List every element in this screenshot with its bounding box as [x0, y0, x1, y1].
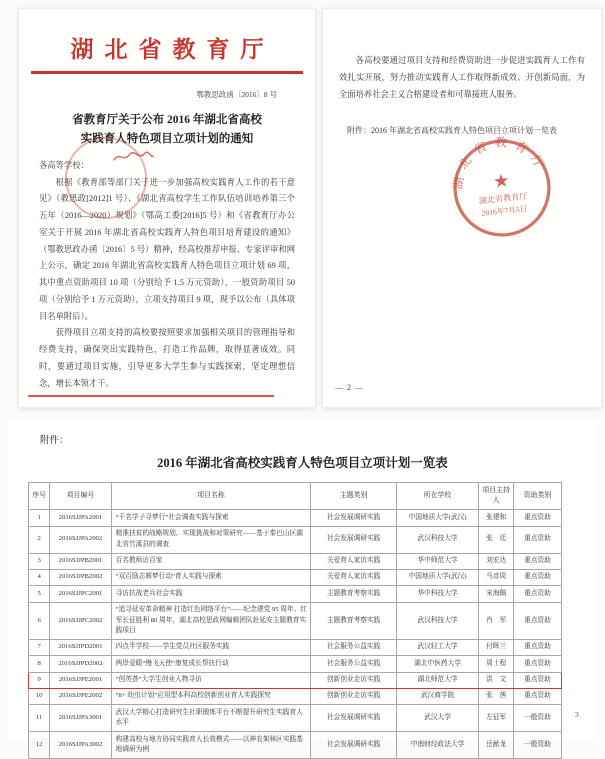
col-leader: 项目主持人 [479, 483, 514, 510]
document-page-2 [322, 8, 602, 408]
cell-category: 创新创业走访实践 [311, 688, 396, 704]
cell-no: 4 [29, 569, 50, 585]
seal-date: 2016年7月5日 [481, 204, 528, 218]
cell-leader: 张建和 [479, 510, 514, 526]
header-row [29, 483, 562, 510]
official-seal [446, 132, 558, 244]
cell-name: 构建高校与地方协同实践育人长效模式——以神农架林区实践基地调研为例 [111, 732, 311, 759]
cell-fund: 重点资助 [514, 553, 562, 569]
cell-leader: 宋海佩 [479, 586, 514, 602]
cell-name: “8+ 幼虫计划”应用型本科高校创新创业育人实践探究 [111, 688, 311, 704]
cell-no: 9 [29, 672, 50, 688]
table-row [29, 688, 562, 704]
seal-arc-text: 湖北省教育厅 [451, 135, 550, 191]
cell-code: 2016SJJPD2002 [50, 656, 111, 672]
cell-name: 精准扶贫的战略规划、实现挑战和对策研究——基于秦巴山区湖北省竹溪县的调查 [111, 526, 311, 553]
col-category: 主题类别 [311, 483, 396, 510]
cell-fund: 一般资助 [514, 732, 562, 759]
project-table [28, 482, 562, 759]
table-row [29, 586, 562, 602]
cell-name: 两岸爱暖“慢飞天使”康复成长帮扶行动 [111, 656, 311, 672]
attachment-page-number: 3 [575, 710, 579, 719]
cell-code: 2016SJJPD2001 [50, 639, 111, 655]
cell-fund: 重点资助 [514, 672, 562, 688]
page2-number: — 2 — [335, 383, 364, 392]
cell-school: 湖北中医药大学 [396, 656, 479, 672]
attachment-sheet [8, 420, 597, 753]
cell-category: 主题教育考察实践 [311, 586, 396, 602]
cell-code: 2016SJJPB2001 [50, 553, 111, 569]
cell-fund: 重点资助 [514, 602, 562, 639]
cell-leader: 肖 军 [479, 602, 514, 639]
table-row [29, 510, 562, 526]
cell-code: 2016SJJPE2001 [50, 672, 111, 688]
page1-body [39, 158, 295, 393]
cell-fund: 一般资助 [514, 705, 562, 732]
cell-name: 百名教师访百家 [111, 553, 311, 569]
document-page-1 [18, 8, 316, 408]
page2-paragraph: 各高校要通过项目支持和经费资助进一步促进实践育人工作有效扎实开展，努力推动实践育人工作取得新成效、开创新局面，为全面培养社会主义合格建设者和可靠接班人服务。 [339, 56, 585, 99]
cell-no: 3 [29, 553, 50, 569]
cell-leader: 周士程 [479, 656, 514, 672]
cell-school: 武汉商学院 [396, 688, 479, 704]
cell-name: “千名学子寻梦行”社会调查实践与探索 [111, 510, 311, 526]
cell-name: “创英荟”大学生创业人物寻访 [111, 672, 311, 688]
cell-leader: 张 廷 [479, 526, 514, 553]
cell-school: 中南财经政法大学 [396, 732, 479, 759]
cell-no: 5 [29, 586, 50, 602]
cell-leader: 张 茜 [479, 688, 514, 704]
table-row [29, 672, 562, 688]
doc-title [19, 111, 315, 149]
cell-school: 中国地质大学(武汉) [396, 510, 479, 526]
cell-no: 2 [29, 526, 50, 553]
cell-category: 社会发展调研实践 [311, 732, 396, 759]
cell-school: 华中师范大学 [396, 553, 479, 569]
cell-fund: 重点资助 [514, 586, 562, 602]
cell-fund: 重点资助 [514, 688, 562, 704]
table-row [29, 526, 562, 553]
cell-school: 武汉大学 [396, 705, 479, 732]
seal-star-icon: ★ [492, 170, 511, 192]
cell-name: 寻访抗战老兵社会实践 [111, 586, 311, 602]
cell-leader: 岳献龙 [479, 732, 514, 759]
table-row [29, 602, 562, 639]
table-row [29, 569, 562, 585]
cell-school: 武汉科技大学 [396, 602, 479, 639]
page1-paragraph-1: 根据《教育部等部门关于进一步加强高校实践育人工作的若干意见》（教思政[2012]1 号）、《湖北省高校学生工作队伍培训培养第三个五年（2016—2020）规划》（鄂高工委[2016]5 号）和《省教育厅办公室关于开展 2016 年湖北省高校实践育人特色项目培育建设的通知》（鄂教思政办函〔2016〕5 号）精神，经高校推荐申报、专家评审和网上公示，确定 2016 年湖北省高校实践育人特色项目立项计划 69 项，其中重点资助项目 10 项（分别给予 1.5 万元资助），一般资助项目 50 项（分别给予 1 万元资助），立项支持项目 9 项，现予以公布（具体项目名单附后）。 [39, 177, 295, 321]
table-row [29, 732, 562, 759]
cell-school: 华中科技大学 [396, 586, 479, 602]
col-code: 项目编号 [50, 483, 111, 510]
cell-no: 10 [29, 688, 50, 704]
doc-title-line2: 实践育人特色项目立项计划的通知 [80, 132, 254, 145]
cell-leader: 马彦周 [479, 569, 514, 585]
red-pen-mark [111, 148, 155, 166]
doc-title-line1: 省教育厅关于公布 2016 年湖北省高校 [72, 114, 262, 126]
col-school: 所在学校 [396, 483, 479, 510]
col-no: 序号 [29, 483, 50, 510]
cell-code: 2016SJJPB2002 [50, 569, 111, 585]
cell-category: 社会服务公益实践 [311, 639, 396, 655]
cell-code: 2016SJJPA3001 [50, 705, 111, 732]
cell-leader: 付晖兰 [479, 639, 514, 655]
cell-code: 2016SJJPA2002 [50, 526, 111, 553]
table-body [29, 510, 562, 758]
cell-category: 社会发展调研实践 [311, 705, 396, 732]
table-row [29, 553, 562, 569]
cell-fund: 重点资助 [514, 510, 562, 526]
page1-footer-rule [28, 395, 274, 397]
cell-category: 社会发展调研实践 [311, 526, 396, 553]
cell-no: 8 [29, 656, 50, 672]
col-fund: 资助类别 [514, 483, 562, 510]
cell-name: “追寻延安革命精神 打造红色网络平台”——纪念建党 95 周年、红军长征胜利 80 周年，湖北高校思政网编辑团队赴延安主题教育实践项目 [111, 602, 311, 639]
cell-leader: 洪 文 [479, 672, 514, 688]
cell-school: 中国地质大学(武汉) [396, 569, 479, 585]
table-row [29, 639, 562, 655]
cell-code: 2016SJJPA3002 [50, 732, 111, 759]
cell-leader: 刘宏达 [479, 553, 514, 569]
cell-category: 社会发展调研实践 [311, 510, 396, 526]
cell-code: 2016SJJPC2002 [50, 602, 111, 639]
col-name: 项目名称 [111, 483, 311, 510]
cell-no: 6 [29, 602, 50, 639]
cell-code: 2016SJJPE2002 [50, 688, 111, 704]
cell-category: 创新创业走访实践 [311, 672, 396, 688]
cell-category: 关爱育人家访实践 [311, 569, 396, 585]
cell-school: 武汉科技大学 [396, 526, 479, 553]
letterhead-rule [31, 71, 303, 74]
attachment-label: 附件： [40, 436, 69, 446]
cell-fund: 重点资助 [514, 656, 562, 672]
attachment-table-title: 2016 年湖北省高校实践育人特色项目立项计划一览表 [157, 456, 448, 470]
cell-school: 湖北师范大学 [396, 672, 479, 688]
salutation: 各高等学校： [39, 160, 89, 170]
cell-fund: 重点资助 [514, 569, 562, 585]
seal-inner-text: 湖北省教育厅 [478, 191, 528, 206]
agency-letterhead: 湖北省教育厅 [70, 37, 275, 62]
cell-no: 11 [29, 705, 50, 732]
cell-category: 社会服务公益实践 [311, 656, 396, 672]
cell-category: 关爱育人家访实践 [311, 553, 396, 569]
cell-category: 主题教育考察实践 [311, 602, 396, 639]
cell-fund: 重点资助 [514, 639, 562, 655]
page1-paragraph-2: 获得项目立项支持的高校要按照要求加强相关项目的管理指导和经费支持，确保突出实践特色，打造工作品牌，取得显著成效。同时，要通过项目实施，引导更多大学生参与实践探索，坚定理想信念，增长本领才干。 [39, 328, 295, 388]
cell-no: 7 [29, 639, 50, 655]
attachment-reference-line: 附件：2016 年湖北省高校实践育人特色项目立项计划一览表 [347, 126, 557, 136]
table-header [29, 483, 562, 510]
cell-code: 2016SJJPA2001 [50, 510, 111, 526]
table-row [29, 656, 562, 672]
cell-name: “双百励志圆梦行动”育人实践与探索 [111, 569, 311, 585]
cell-school: 武汉轻工大学 [396, 639, 479, 655]
cell-fund: 重点资助 [514, 526, 562, 553]
cell-no: 12 [29, 732, 50, 759]
cell-name: 武汉大学精心打造研究生社职锻炼平台不断提升研究生实践育人水平 [111, 705, 311, 732]
table-row [29, 705, 562, 732]
doc-number: 鄂教思政函〔2016〕8 号 [196, 90, 277, 99]
cell-name: 四点半学校——学生党员社区服务实践 [111, 639, 311, 655]
cell-code: 2016SJJPC2001 [50, 586, 111, 602]
cell-no: 1 [29, 510, 50, 526]
cell-leader: 左征军 [479, 705, 514, 732]
